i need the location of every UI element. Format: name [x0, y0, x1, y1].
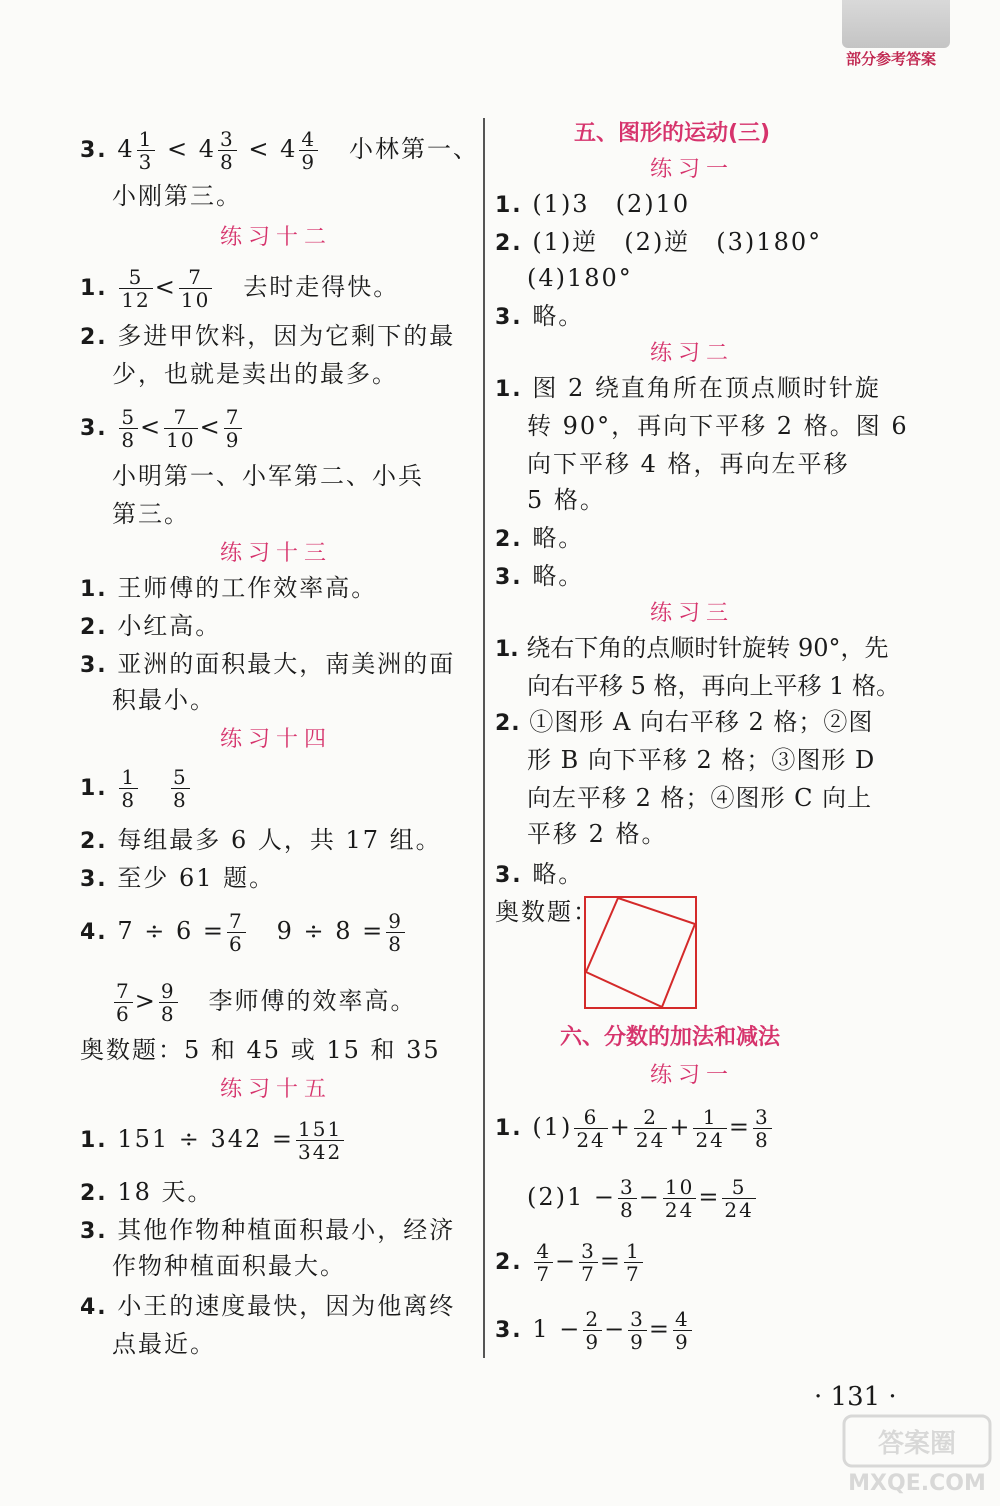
fraction: $\frac{5}{8}$ — [172, 765, 188, 812]
answer-line: 2. 多进甲饮料，因为它剩下的最 — [80, 322, 456, 350]
watermark-logo — [842, 1412, 992, 1500]
answer-line: 3. 1 − $\frac{2}{9}$ − $\frac{3}{9}$ = $\frac{4}{9}$ — [495, 1307, 690, 1354]
answer-line: 平移 2 格。 — [527, 820, 668, 848]
fraction: $\frac{7}{6}$ — [116, 979, 131, 1026]
answer-line: 3. 略。 — [495, 302, 585, 330]
answer-line: 小明第一、小军第二、小兵 — [112, 462, 424, 490]
aoshu-label: 奥数题： — [495, 898, 599, 926]
answer-line: 1. (1) $\frac{6}{24}$ + $\frac{2}{24}$ + $\frac{1}{24}$ = $\frac{3}{8}$ — [495, 1105, 770, 1152]
answer-line: 2. 每组最多 6 人，共 17 组。 — [80, 826, 442, 854]
section-title: 练习十二 — [220, 225, 333, 250]
answer-line: 1. $\frac{1}{8}$ $\frac{5}{8}$ — [80, 765, 188, 812]
fraction: $\frac{1}{7}$ — [626, 1239, 641, 1286]
fraction: $\frac{1}{24}$ — [695, 1105, 725, 1152]
fraction: $\frac{5}{24}$ — [724, 1175, 754, 1222]
answer-line: 2. ①图形 A 向右平移 2 格；②图 — [495, 708, 874, 736]
fraction: $\frac{7}{9}$ — [225, 405, 241, 452]
svg-text:答案圈: 答案圈 — [877, 1429, 957, 1459]
fraction: $\frac{9}{8}$ — [388, 909, 403, 956]
answer-line: 向左平移 2 格；④图形 C 向上 — [527, 784, 873, 812]
answer-line: 4. 小王的速度最快，因为他离终 — [80, 1292, 456, 1320]
fraction: $\frac{4}{9}$ — [675, 1307, 690, 1354]
fraction: $\frac{1}{3}$ — [138, 127, 154, 174]
answer-line: 2. (1)逆 (2)逆 (3)180° — [495, 228, 823, 256]
section-title: 练习一 — [650, 1063, 735, 1088]
answer-line: 2. 18 天。 — [80, 1178, 214, 1206]
fraction: $\frac{3}{8}$ — [755, 1105, 770, 1152]
answer-line: 3. 略。 — [495, 860, 585, 888]
answer-line: 2. 略。 — [495, 524, 585, 552]
svg-text:MXQE.COM: MXQE.COM — [848, 1471, 986, 1496]
fraction: $\frac{2}{9}$ — [585, 1307, 601, 1354]
inner-square — [586, 898, 695, 1007]
answer-line: 作物种植面积最大。 — [112, 1252, 346, 1280]
answer-line: 点最近。 — [112, 1330, 216, 1358]
page-number: · 131 · — [814, 1382, 897, 1412]
answer-line: 1. (1)3 (2)10 — [495, 190, 691, 218]
outer-square — [585, 897, 696, 1008]
fraction: $\frac{1}{8}$ — [121, 765, 137, 812]
answer-line: 5 格。 — [527, 486, 606, 514]
answer-line: (4)180° — [527, 264, 633, 292]
column-divider — [483, 118, 485, 1358]
answer-line: 1. 151 ÷ 342 = $\frac{151}{342}$ — [80, 1117, 343, 1164]
answer-line: 3. 4 $\frac{1}{3}$ < 4 $\frac{3}{8}$ < 4 $\frac{4}{9}$ 小林第一、 — [80, 127, 479, 174]
fraction: $\frac{10}{24}$ — [664, 1175, 695, 1222]
answer-line: 形 B 向下平移 2 格；③图形 D — [527, 746, 876, 774]
badge-label: 部分参考答案 — [846, 50, 937, 68]
section-title: 练习二 — [650, 341, 735, 366]
fraction: $\frac{3}{7}$ — [581, 1239, 596, 1286]
answer-line: 少，也就是卖出的最多。 — [112, 360, 398, 388]
fraction: $\frac{5}{12}$ — [121, 265, 151, 312]
answer-line: 转 90°，再向下平移 2 格。图 6 — [527, 412, 909, 440]
fraction: $\frac{4}{9}$ — [301, 127, 317, 174]
fraction: $\frac{6}{24}$ — [576, 1105, 606, 1152]
fraction: $\frac{3}{8}$ — [219, 127, 235, 174]
section-title: 练习一 — [650, 157, 735, 182]
fraction: $\frac{4}{7}$ — [536, 1239, 552, 1286]
section-title: 练习十五 — [220, 1077, 333, 1102]
fraction: $\frac{5}{8}$ — [121, 405, 137, 452]
answer-line: 向右平移 5 格，再向上平移 1 格。 — [527, 672, 901, 700]
answer-line: 小刚第三。 — [112, 182, 242, 210]
answer-line: 第三。 — [112, 500, 190, 528]
answer-line: 3. $\frac{5}{8}$ < $\frac{7}{10}$ < $\frac{7}{9}$ — [80, 405, 241, 452]
rotated-square-figure — [584, 896, 698, 1010]
fraction: $\frac{3}{9}$ — [630, 1307, 645, 1354]
book-badge — [842, 0, 950, 48]
answer-line: 1. $\frac{5}{12}$ < $\frac{7}{10}$ 去时走得快。 — [80, 265, 400, 312]
answer-line: 3. 至少 61 题。 — [80, 864, 276, 892]
fraction: $\frac{9}{8}$ — [160, 979, 176, 1026]
answer-line: 积最小。 — [112, 686, 216, 714]
chapter-heading: 六、分数的加法和减法 — [560, 1025, 781, 1050]
section-title: 练习十四 — [220, 727, 333, 752]
section-title: 练习十三 — [220, 541, 333, 566]
fraction: $\frac{3}{8}$ — [620, 1175, 635, 1222]
fraction: $\frac{151}{342}$ — [298, 1117, 343, 1164]
answer-line: 1. 绕右下角的点顺时针旋转 90°，先 — [495, 634, 889, 662]
answer-line: 3. 略。 — [495, 562, 585, 590]
answer-line: 4. 7 ÷ 6 = $\frac{7}{6}$ 9 ÷ 8 = $\frac{9}{8}$ — [80, 909, 403, 956]
answer-line: 1. 王师傅的工作效率高。 — [80, 574, 378, 602]
chapter-heading: 五、图形的运动(三) — [574, 121, 771, 146]
answer-line: 1. 图 2 绕直角所在顶点顺时针旋 — [495, 374, 881, 402]
fraction: $\frac{7}{10}$ — [166, 405, 196, 452]
fraction: $\frac{7}{6}$ — [228, 909, 244, 956]
answer-line: 3. 亚洲的面积最大，南美洲的面 — [80, 650, 456, 678]
section-title: 练习三 — [650, 601, 735, 626]
fraction: $\frac{7}{10}$ — [180, 265, 211, 312]
answer-line: 向下平移 4 格，再向左平移 — [527, 450, 850, 478]
answer-line: 2. 小红高。 — [80, 612, 222, 640]
answer-line: 3. 其他作物种植面积最小，经济 — [80, 1216, 456, 1244]
aoshu-answer: 奥数题：5 和 45 或 15 和 35 — [80, 1036, 441, 1064]
answer-line: 2. $\frac{4}{7}$ − $\frac{3}{7}$ = $\frac{1}{7}$ — [495, 1239, 641, 1286]
fraction: $\frac{2}{24}$ — [635, 1105, 666, 1152]
answer-line: $\frac{7}{6}$ > $\frac{9}{8}$ 李师傅的效率高。 — [116, 979, 417, 1026]
answer-line: (2)1 − $\frac{3}{8}$ − $\frac{10}{24}$ = $\frac{5}{24}$ — [527, 1175, 754, 1222]
